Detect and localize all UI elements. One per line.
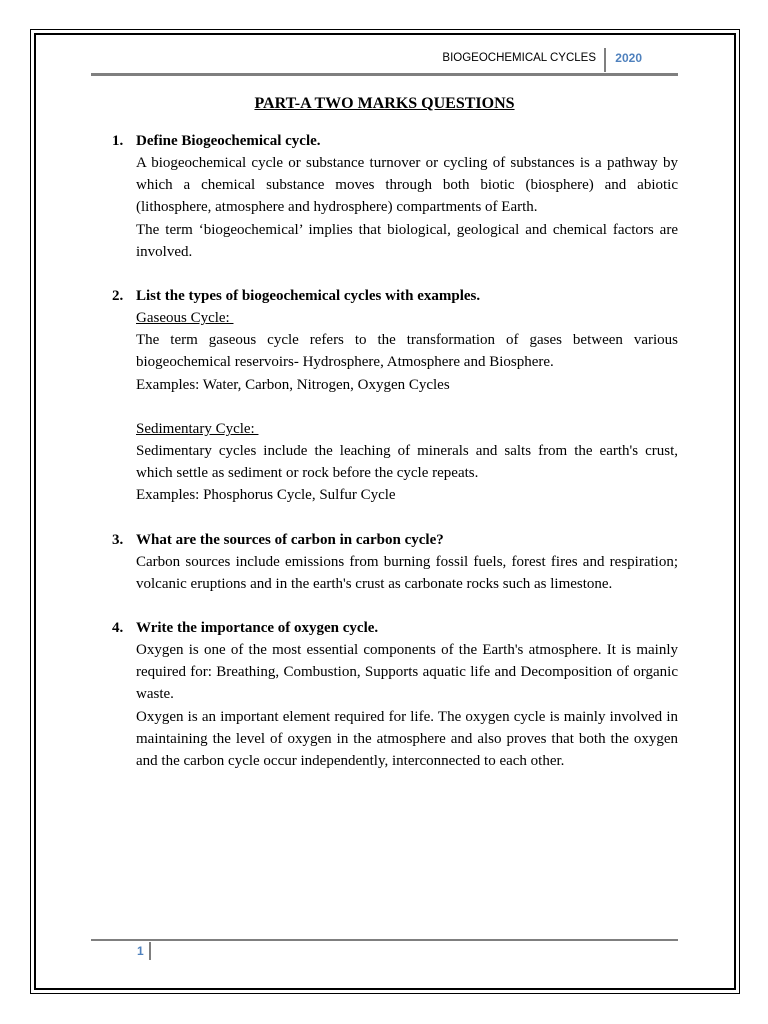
gaseous-cycle-heading: Gaseous Cycle:	[136, 310, 234, 327]
question-1	[112, 130, 678, 263]
question-3	[112, 529, 678, 595]
sedimentary-cycle-text: Sedimentary cycles include the leaching of minerals and salts from the earth's crust, which settle as sediment or rock before the cycle repeats.	[136, 443, 678, 482]
question-title: What are the sources of carbon in carbon cycle?	[136, 531, 444, 548]
header-year: 2020	[615, 51, 642, 65]
question-title: Write the importance of oxygen cycle.	[136, 620, 379, 637]
spacer	[136, 396, 678, 418]
answer-paragraph: A biogeochemical cycle or substance turnover or cycling of substances is a pathway by which a chemical substance moves through both biotic (biosphere) and abiotic (lithosphere, atmosphere and hydrosphere) compartments of Earth.	[136, 155, 678, 216]
question-title: Define Biogeochemical cycle.	[136, 133, 321, 149]
answer-paragraph: Oxygen is an important element required for life. The oxygen cycle is mainly involved in maintaining the level of oxygen in the atmosphere and also proves that both the oxygen and the carbon cycle occur independently, interconnected to each other.	[136, 708, 678, 770]
gaseous-cycle-text: The term gaseous cycle refers to the transformation of gases between various biogeochemical reservoirs- Hydrosphere, Atmosphere and Biosphere.	[136, 332, 678, 371]
answer-paragraph: Oxygen is one of the most essential components of the Earth's atmosphere. It is mainly required for: Breathing, Combustion, Supports aquatic life and Decomposition of organic waste.	[136, 642, 678, 703]
page-number: 1	[137, 944, 144, 958]
page-header	[91, 46, 678, 74]
question-number: 2.	[112, 288, 124, 305]
header-rule	[91, 73, 678, 76]
footer-rule	[91, 939, 678, 941]
footer-separator	[149, 942, 151, 960]
question-2	[112, 285, 678, 507]
gaseous-cycle-examples: Examples: Water, Carbon, Nitrogen, Oxygen Cycles	[136, 376, 450, 393]
header-separator	[604, 48, 606, 72]
question-number: 3.	[112, 531, 124, 548]
answer-paragraph: The term ‘biogeochemical’ implies that biological, geological and chemical factors are involved.	[136, 221, 678, 260]
question-list	[112, 130, 678, 794]
header-title: BIOGEOCHEMICAL CYCLES	[442, 52, 596, 64]
question-number: 4.	[112, 620, 124, 637]
sedimentary-cycle-examples: Examples: Phosphorus Cycle, Sulfur Cycle	[136, 487, 396, 504]
question-4	[112, 617, 678, 772]
question-title: List the types of biogeochemical cycles with examples.	[136, 288, 481, 305]
sedimentary-cycle-heading: Sedimentary Cycle:	[136, 420, 259, 437]
question-number: 1.	[112, 133, 124, 149]
section-title: PART-A TWO MARKS QUESTIONS	[254, 95, 515, 112]
answer-paragraph: Carbon sources include emissions from burning fossil fuels, forest fires and respiration; volcanic eruptions and in the earth's crust as carbonate rocks such as limestone.	[136, 553, 678, 592]
